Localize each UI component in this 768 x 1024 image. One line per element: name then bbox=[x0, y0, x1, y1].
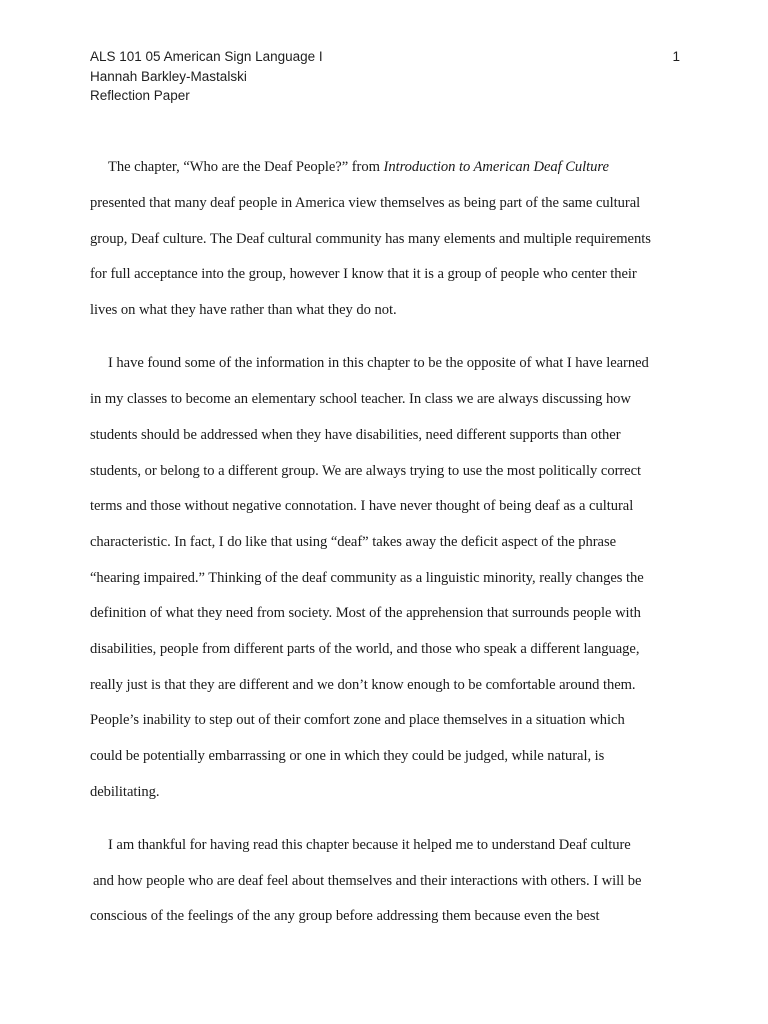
paragraph-1-line-3: group, Deaf culture. The Deaf cultural community has many elements and multiple requirements bbox=[90, 231, 651, 247]
page-number: 1 bbox=[672, 49, 680, 64]
paragraph-1-line-2: presented that many deaf people in America view themselves as being part of the same cultural bbox=[90, 195, 641, 211]
paragraph-2-line-8: definition of what they need from society. Most of the apprehension that surrounds people with bbox=[90, 605, 641, 621]
paragraph-2-line-2: in my classes to become an elementary school teacher. In class we are always discussing how bbox=[90, 391, 631, 407]
paragraph-2-line-9: disabilities, people from different parts of the world, and those who speak a different language, bbox=[90, 641, 640, 657]
paragraph-3-line-3: conscious of the feelings of the any group before addressing them because even the best bbox=[90, 908, 600, 924]
paragraph-3-line-2: and how people who are deaf feel about themselves and their interactions with others. I will be bbox=[93, 873, 642, 889]
course-title: ALS 101 05 American Sign Language I bbox=[90, 49, 323, 64]
paragraph-2-line-4: students, or belong to a different group. We are always trying to use the most politically correct bbox=[90, 463, 642, 479]
paragraph-2-line-1: I have found some of the information in this chapter to be the opposite of what I have learned bbox=[108, 355, 649, 371]
paragraph-3-line-1: I am thankful for having read this chapter because it helped me to understand Deaf culture bbox=[108, 837, 631, 853]
paragraph-1-line-1-text: The chapter, “Who are the Deaf People?” from bbox=[108, 159, 384, 175]
paragraph-1-line-1 bbox=[108, 158, 609, 176]
paragraph-2-line-12: could be potentially embarrassing or one in which they could be judged, while natural, is bbox=[90, 748, 605, 764]
paragraph-2-line-3: students should be addressed when they have disabilities, need different supports than other bbox=[90, 427, 621, 443]
author-name: Hannah Barkley-Mastalski bbox=[90, 68, 247, 84]
paragraph-2-line-10: really just is that they are different and we don’t know enough to be comfortable around them. bbox=[90, 677, 636, 693]
paragraph-2-line-5: terms and those without negative connotation. I have never thought of being deaf as a cultural bbox=[90, 498, 634, 514]
paragraph-2-line-6: characteristic. In fact, I do like that using “deaf” takes away the deficit aspect of the phrase bbox=[90, 534, 617, 550]
book-title: Introduction to American Deaf Culture bbox=[383, 159, 609, 175]
paragraph-1-line-4: for full acceptance into the group, however I know that it is a group of people who center their bbox=[90, 266, 637, 282]
paragraph-2-line-7: “hearing impaired.” Thinking of the deaf community as a linguistic minority, really changes the bbox=[90, 570, 644, 586]
paragraph-2-line-13: debilitating. bbox=[90, 784, 160, 800]
document-type: Reflection Paper bbox=[90, 88, 190, 103]
page-header bbox=[90, 47, 680, 106]
paragraph-1-line-5: lives on what they have rather than what they do not. bbox=[90, 302, 397, 318]
paragraph-2-line-11: People’s inability to step out of their comfort zone and place themselves in a situation which bbox=[90, 712, 625, 728]
